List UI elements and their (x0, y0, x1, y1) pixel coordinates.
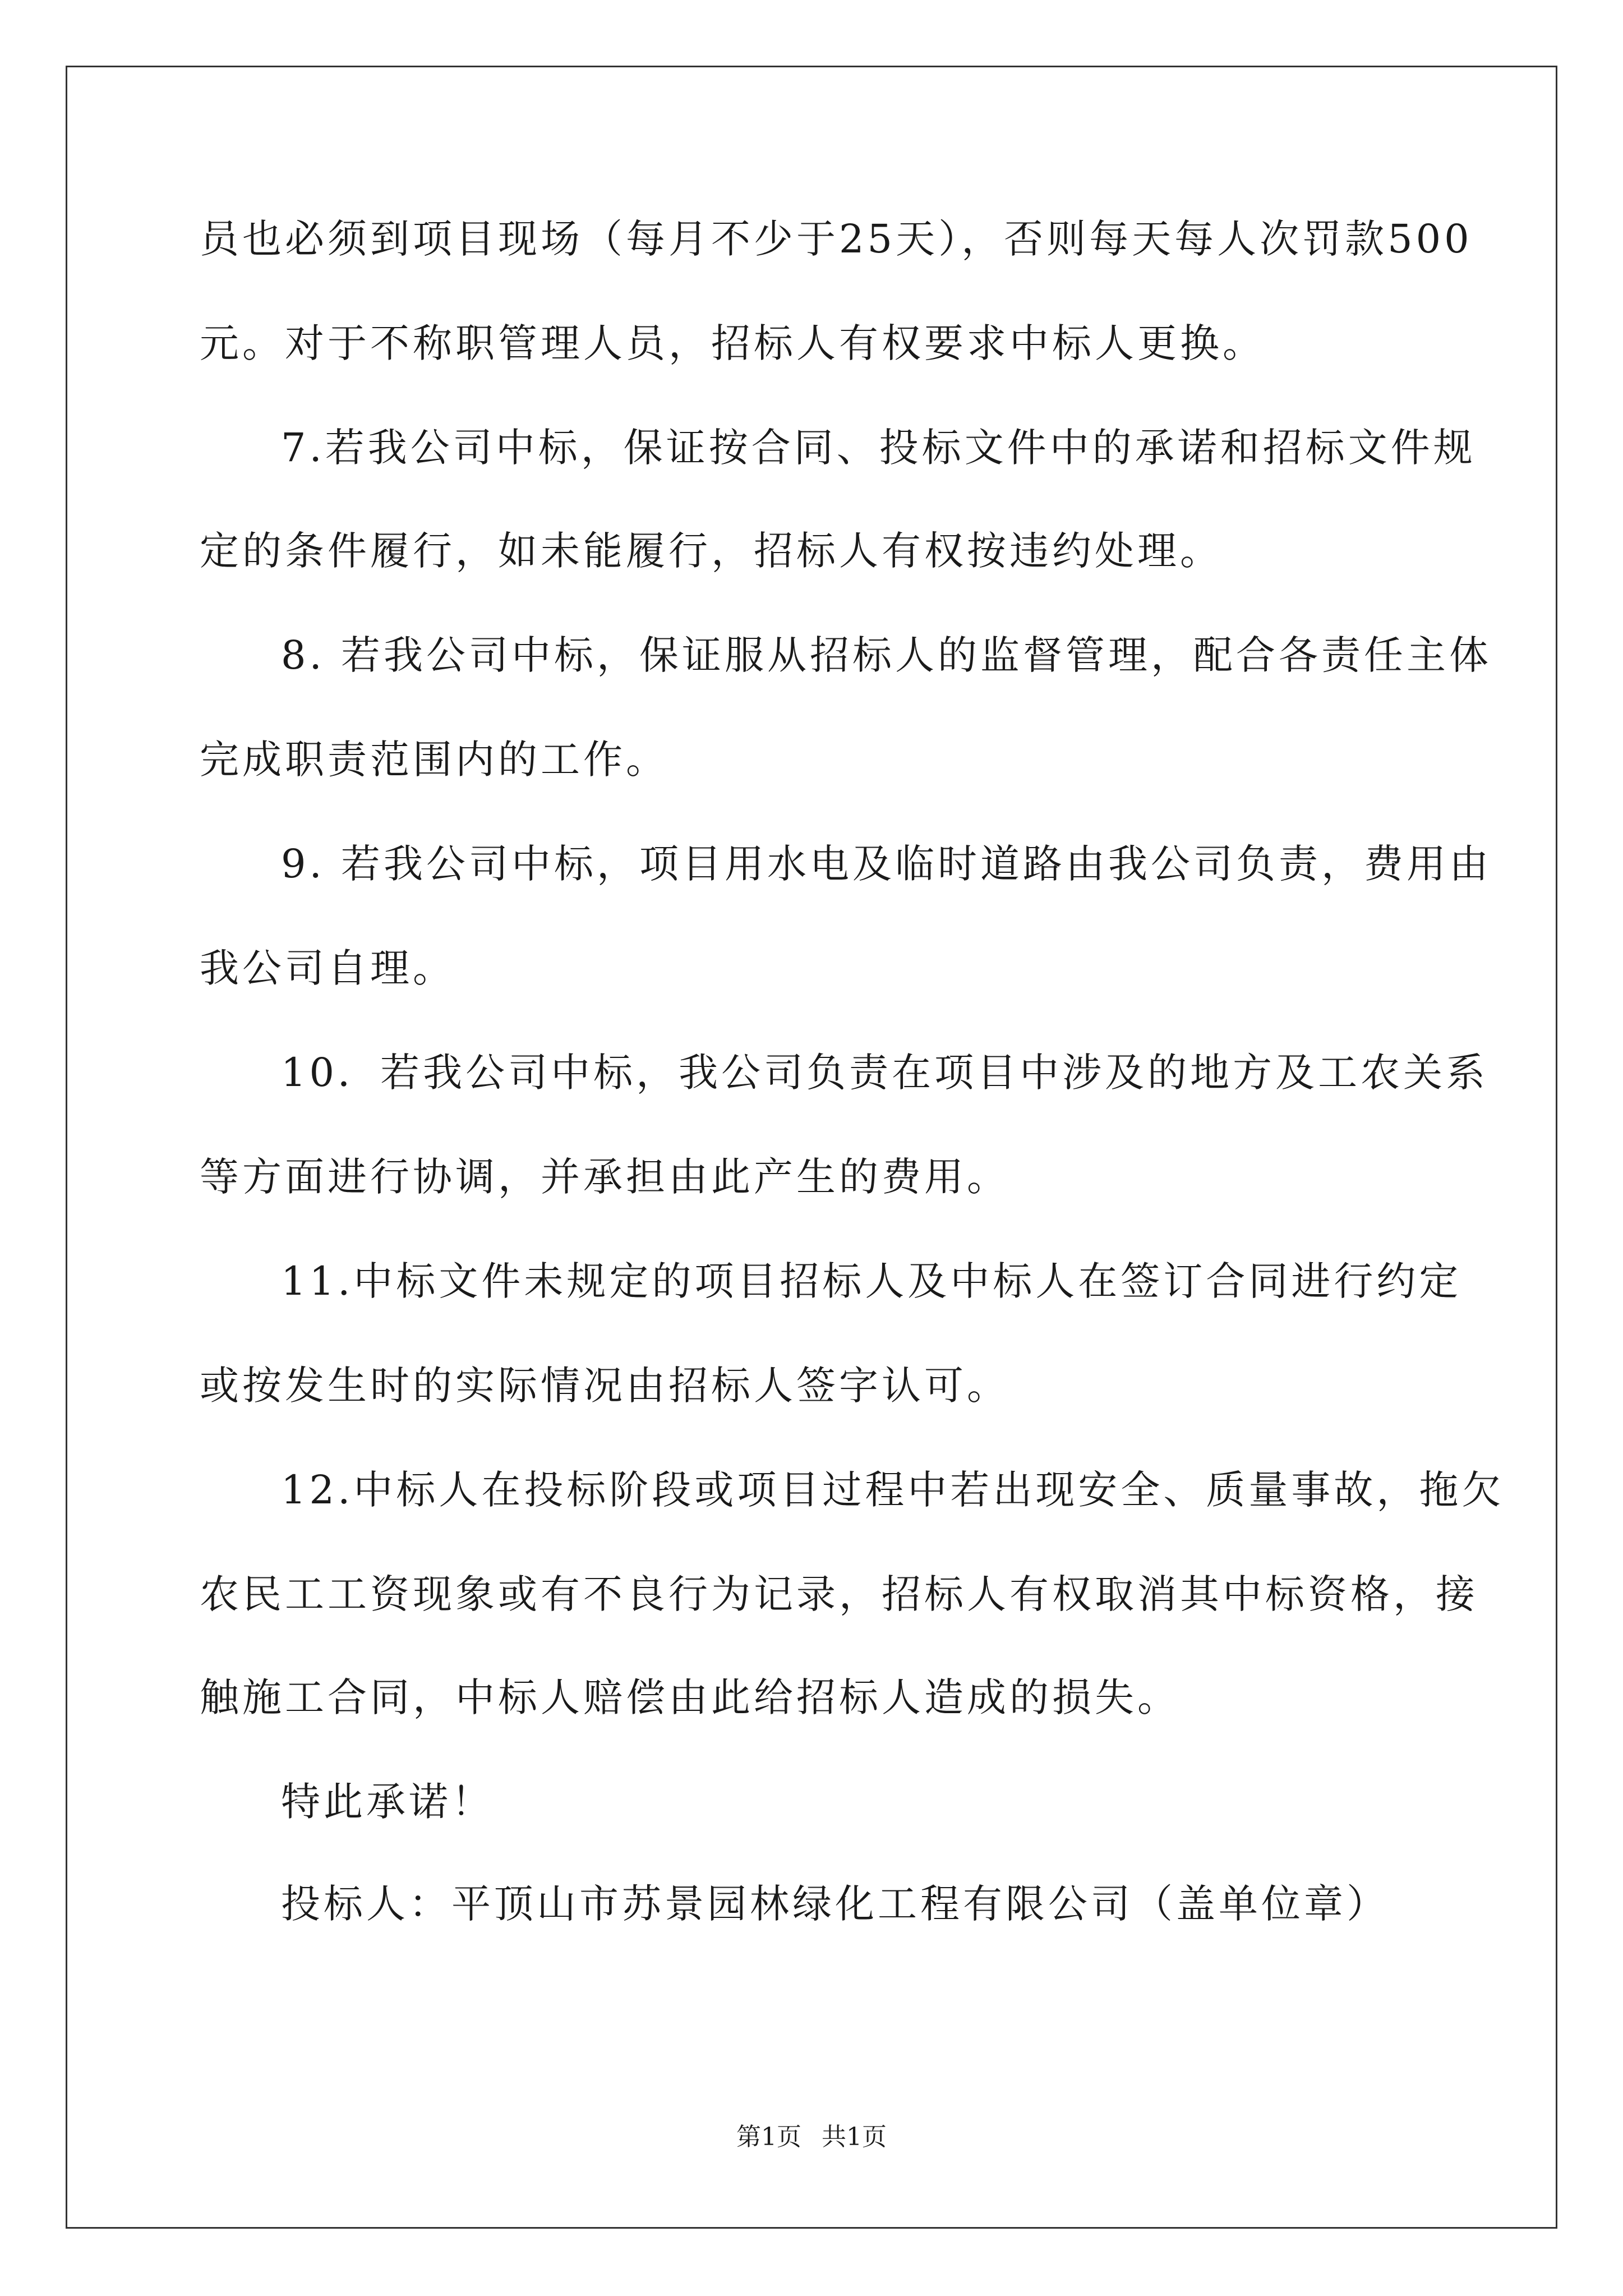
page-footer (0, 2120, 1623, 2154)
text-line: 9. 若我公司中标，项目用水电及临时道路由我公司负责，费用由 (281, 841, 1492, 887)
text-line: 等方面进行协调，并承担由此产生的费用。 (200, 1154, 1009, 1200)
page-number: 第1页 (736, 2123, 801, 2151)
text-line: 元。对于不称职管理人员，招标人有权要求中标人更换。 (200, 320, 1265, 366)
text-line: 7.若我公司中标，保证按合同、投标文件中的承诺和招标文件规 (281, 425, 1476, 471)
text-line: 我公司自理。 (200, 945, 455, 991)
page-total: 共1页 (822, 2123, 887, 2151)
text-line: 触施工合同，中标人赔偿由此给招标人造成的损失。 (200, 1674, 1180, 1720)
text-line: 8. 若我公司中标，保证服从招标人的监督管理，配合各责任主体 (281, 632, 1492, 678)
text-line: 或按发生时的实际情况由招标人签字认可。 (200, 1363, 1009, 1409)
bidder-signature-line: 投标人：平顶山市苏景园林绿化工程有限公司（盖单位章） (281, 1881, 1389, 1927)
text-line: 农民工工资现象或有不良行为记录，招标人有权取消其中标资格，接 (200, 1571, 1478, 1617)
text-line: 10．若我公司中标，我公司负责在项目中涉及的地方及工农关系 (281, 1050, 1489, 1096)
text-line: 11.中标文件未规定的项目招标人及中标人在签订合同进行约定 (281, 1258, 1462, 1304)
text-line: 完成职责范围内的工作。 (200, 737, 668, 783)
text-line: 定的条件履行，如未能履行，招标人有权按违约处理。 (200, 528, 1223, 574)
closing-statement: 特此承诺！ (281, 1779, 494, 1825)
text-line: 员也必须到项目现场（每月不少于25天），否则每天每人次罚款500 (200, 216, 1473, 262)
text-line: 12.中标人在投标阶段或项目过程中若出现安全、质量事故，拖欠 (281, 1467, 1505, 1513)
